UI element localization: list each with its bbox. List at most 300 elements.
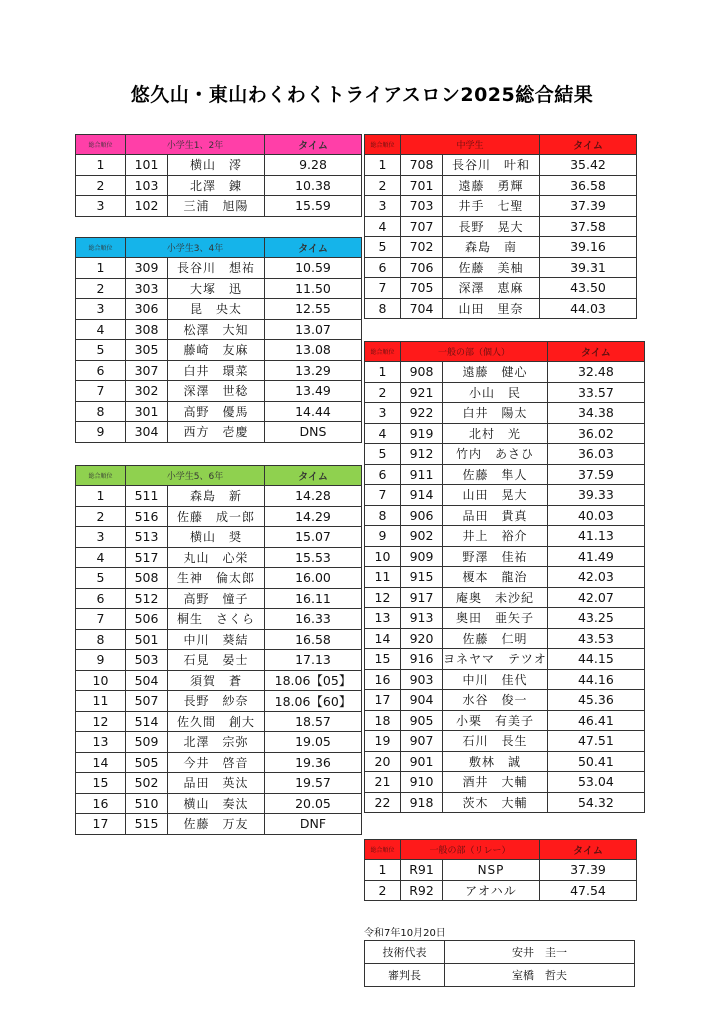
- name-cell: 深澤 世稔: [168, 381, 265, 402]
- table-row: [76, 732, 362, 753]
- rank-cell: 10: [365, 546, 401, 567]
- name-cell: 佐藤 成一郎: [168, 506, 265, 527]
- bib-cell: 307: [126, 360, 168, 381]
- table-row: [365, 567, 645, 588]
- rank-cell: 9: [365, 526, 401, 547]
- table-row: [365, 444, 645, 465]
- table-row: [76, 175, 362, 196]
- name-cell: 石川 長生: [443, 731, 548, 752]
- bib-cell: 915: [401, 567, 443, 588]
- bib-cell: 910: [401, 772, 443, 793]
- official-name: 室橋 哲夫: [445, 964, 635, 987]
- time-cell: 13.08: [265, 340, 362, 361]
- time-cell: 15.53: [265, 547, 362, 568]
- bib-cell: 506: [126, 609, 168, 630]
- bib-cell: 901: [401, 751, 443, 772]
- table-row: [365, 403, 645, 424]
- name-cell: 茨木 大輔: [443, 792, 548, 813]
- time-cell: 42.03: [547, 567, 644, 588]
- table-header-row: [76, 466, 362, 486]
- name-cell: 中川 佳代: [443, 669, 548, 690]
- rank-cell: 5: [365, 444, 401, 465]
- name-cell: 石見 晏士: [168, 650, 265, 671]
- time-cell: 47.54: [540, 880, 637, 901]
- table-row: [76, 319, 362, 340]
- bib-cell: 906: [401, 505, 443, 526]
- bib-cell: 101: [126, 155, 168, 176]
- name-cell: 北澤 宗弥: [168, 732, 265, 753]
- rank-cell: 3: [76, 299, 126, 320]
- time-cell: 18.06【60】: [265, 691, 362, 712]
- bib-cell: 911: [401, 464, 443, 485]
- bib-cell: 921: [401, 382, 443, 403]
- name-cell: 北澤 錬: [168, 175, 265, 196]
- time-cell: 15.59: [265, 196, 362, 217]
- name-cell: 庵奥 未沙紀: [443, 587, 548, 608]
- rank-cell: 20: [365, 751, 401, 772]
- bib-cell: 102: [126, 196, 168, 217]
- bib-cell: 912: [401, 444, 443, 465]
- table-row: [76, 155, 362, 176]
- rank-cell: 1: [76, 155, 126, 176]
- rank-cell: 12: [365, 587, 401, 608]
- time-cell: 32.48: [547, 362, 644, 383]
- table-row: [365, 880, 637, 901]
- time-cell: 43.53: [547, 628, 644, 649]
- bib-cell: 309: [126, 258, 168, 279]
- table-header-row: [76, 135, 362, 155]
- rank-cell: 12: [76, 711, 126, 732]
- name-cell: 北村 光: [443, 423, 548, 444]
- time-cell: 37.59: [547, 464, 644, 485]
- name-cell: 小栗 有美子: [443, 710, 548, 731]
- bib-cell: 509: [126, 732, 168, 753]
- bib-cell: 707: [401, 216, 443, 237]
- bib-cell: 517: [126, 547, 168, 568]
- time-cell: 50.41: [547, 751, 644, 772]
- rank-cell: 22: [365, 792, 401, 813]
- name-cell: 横山 澪: [168, 155, 265, 176]
- bib-cell: 303: [126, 278, 168, 299]
- name-cell: アオハル: [443, 880, 540, 901]
- bib-cell: 103: [126, 175, 168, 196]
- time-cell: 9.28: [265, 155, 362, 176]
- bib-cell: 511: [126, 486, 168, 507]
- bib-cell: 916: [401, 649, 443, 670]
- table-header-row: [365, 135, 637, 155]
- rank-cell: 13: [365, 608, 401, 629]
- name-cell: 水谷 俊一: [443, 690, 548, 711]
- name-cell: 品田 英汰: [168, 773, 265, 794]
- table-row: [365, 751, 645, 772]
- table-row: [365, 278, 637, 299]
- time-cell: 37.58: [540, 216, 637, 237]
- table-row: [76, 568, 362, 589]
- time-header: タイム: [265, 466, 362, 486]
- time-cell: 46.41: [547, 710, 644, 731]
- time-cell: 18.57: [265, 711, 362, 732]
- table-row: [365, 237, 637, 258]
- rank-cell: 4: [365, 216, 401, 237]
- time-cell: 33.57: [547, 382, 644, 403]
- bib-cell: 302: [126, 381, 168, 402]
- rank-cell: 3: [76, 527, 126, 548]
- rank-cell: 1: [365, 860, 401, 881]
- time-header: タイム: [265, 238, 362, 258]
- category-header: 中学生: [401, 135, 540, 155]
- name-cell: 深澤 恵麻: [443, 278, 540, 299]
- rank-cell: 9: [76, 650, 126, 671]
- time-cell: 44.15: [547, 649, 644, 670]
- official-row: [365, 941, 635, 964]
- table-row: [76, 258, 362, 279]
- rank-cell: 1: [365, 155, 401, 176]
- bib-cell: 505: [126, 752, 168, 773]
- bib-cell: 515: [126, 814, 168, 835]
- time-cell: DNF: [265, 814, 362, 835]
- name-cell: 佐藤 隼人: [443, 464, 548, 485]
- bib-cell: 708: [401, 155, 443, 176]
- bib-cell: 907: [401, 731, 443, 752]
- time-cell: 16.00: [265, 568, 362, 589]
- table-row: [365, 382, 645, 403]
- bib-cell: 908: [401, 362, 443, 383]
- rank-cell: 2: [365, 175, 401, 196]
- table-row: [76, 527, 362, 548]
- time-cell: 39.33: [547, 485, 644, 506]
- time-cell: 41.13: [547, 526, 644, 547]
- bib-cell: 501: [126, 629, 168, 650]
- time-cell: 36.58: [540, 175, 637, 196]
- time-cell: 39.31: [540, 257, 637, 278]
- results-table-junior: [364, 134, 637, 319]
- rank-cell: 1: [76, 486, 126, 507]
- rank-cell: 1: [76, 258, 126, 279]
- time-cell: 17.13: [265, 650, 362, 671]
- table-row: [76, 711, 362, 732]
- time-cell: 44.16: [547, 669, 644, 690]
- table-row: [76, 650, 362, 671]
- time-header: タイム: [265, 135, 362, 155]
- rank-header: 総合順位: [365, 342, 401, 362]
- rank-cell: 8: [365, 505, 401, 526]
- table-row: [76, 793, 362, 814]
- results-table-elem12: [75, 134, 362, 217]
- bib-cell: 914: [401, 485, 443, 506]
- name-cell: 須賀 蒼: [168, 670, 265, 691]
- rank-cell: 4: [76, 547, 126, 568]
- time-cell: 11.50: [265, 278, 362, 299]
- bib-cell: 512: [126, 588, 168, 609]
- bib-cell: 904: [401, 690, 443, 711]
- rank-cell: 5: [365, 237, 401, 258]
- rank-cell: 4: [365, 423, 401, 444]
- bib-cell: 913: [401, 608, 443, 629]
- table-row: [365, 505, 645, 526]
- bib-cell: 917: [401, 587, 443, 608]
- time-cell: 13.29: [265, 360, 362, 381]
- time-cell: 19.05: [265, 732, 362, 753]
- table-row: [365, 628, 645, 649]
- bib-cell: 516: [126, 506, 168, 527]
- rank-header: 総合順位: [365, 135, 401, 155]
- name-cell: 山田 晃大: [443, 485, 548, 506]
- table-row: [365, 216, 637, 237]
- official-role: 技術代表: [365, 941, 445, 964]
- time-header: タイム: [540, 135, 637, 155]
- rank-cell: 5: [76, 568, 126, 589]
- rank-cell: 2: [76, 278, 126, 299]
- time-cell: 19.36: [265, 752, 362, 773]
- rank-cell: 5: [76, 340, 126, 361]
- rank-cell: 3: [365, 403, 401, 424]
- rank-cell: 2: [365, 382, 401, 403]
- time-cell: 15.07: [265, 527, 362, 548]
- time-cell: 43.50: [540, 278, 637, 299]
- name-cell: 遠藤 健心: [443, 362, 548, 383]
- name-cell: 高野 憧子: [168, 588, 265, 609]
- table-row: [365, 464, 645, 485]
- time-cell: 40.03: [547, 505, 644, 526]
- rank-cell: 13: [76, 732, 126, 753]
- results-table-elem34: [75, 237, 362, 443]
- rank-header: 総合順位: [76, 135, 126, 155]
- bib-cell: 513: [126, 527, 168, 548]
- rank-cell: 2: [76, 506, 126, 527]
- bib-cell: 301: [126, 401, 168, 422]
- name-cell: 大塚 迅: [168, 278, 265, 299]
- table-row: [76, 401, 362, 422]
- table-row: [365, 362, 645, 383]
- bib-cell: 304: [126, 422, 168, 443]
- name-cell: 横山 奨: [168, 527, 265, 548]
- table-row: [365, 155, 637, 176]
- table-header-row: [365, 342, 645, 362]
- name-cell: 酒井 大輔: [443, 772, 548, 793]
- name-cell: 榎本 龍治: [443, 567, 548, 588]
- bib-cell: 306: [126, 299, 168, 320]
- time-cell: 10.59: [265, 258, 362, 279]
- time-cell: 10.38: [265, 175, 362, 196]
- name-cell: 佐藤 仁明: [443, 628, 548, 649]
- table-row: [365, 608, 645, 629]
- rank-cell: 15: [76, 773, 126, 794]
- bib-cell: 701: [401, 175, 443, 196]
- table-row: [365, 649, 645, 670]
- table-row: [365, 175, 637, 196]
- rank-cell: 14: [76, 752, 126, 773]
- bib-cell: 903: [401, 669, 443, 690]
- name-cell: NSP: [443, 860, 540, 881]
- rank-header: 総合順位: [365, 840, 401, 860]
- table-row: [76, 670, 362, 691]
- rank-cell: 7: [365, 485, 401, 506]
- name-cell: 松澤 大知: [168, 319, 265, 340]
- table-row: [76, 422, 362, 443]
- table-row: [365, 731, 645, 752]
- time-cell: 13.07: [265, 319, 362, 340]
- time-cell: 54.32: [547, 792, 644, 813]
- rank-header: 総合順位: [76, 238, 126, 258]
- name-cell: 桐生 さくら: [168, 609, 265, 630]
- name-cell: 遠藤 勇輝: [443, 175, 540, 196]
- table-row: [365, 298, 637, 319]
- category-header: 一般の部（リレー）: [401, 840, 540, 860]
- rank-cell: 8: [365, 298, 401, 319]
- bib-cell: 508: [126, 568, 168, 589]
- rank-cell: 3: [365, 196, 401, 217]
- time-cell: DNS: [265, 422, 362, 443]
- name-cell: 白井 環菜: [168, 360, 265, 381]
- bib-cell: 510: [126, 793, 168, 814]
- bib-cell: 704: [401, 298, 443, 319]
- table-row: [76, 609, 362, 630]
- table-row: [76, 752, 362, 773]
- time-cell: 16.11: [265, 588, 362, 609]
- bib-cell: 702: [401, 237, 443, 258]
- issue-date: 令和7年10月20日: [364, 928, 446, 939]
- bib-cell: 507: [126, 691, 168, 712]
- name-cell: 中川 葵結: [168, 629, 265, 650]
- name-cell: 敷林 誠: [443, 751, 548, 772]
- category-header: 小学生3、4年: [126, 238, 265, 258]
- name-cell: 西方 壱慶: [168, 422, 265, 443]
- name-cell: 丸山 心栄: [168, 547, 265, 568]
- bib-cell: 305: [126, 340, 168, 361]
- name-cell: 三浦 旭陽: [168, 196, 265, 217]
- table-row: [76, 506, 362, 527]
- rank-cell: 15: [365, 649, 401, 670]
- category-header: 一般の部（個人）: [401, 342, 548, 362]
- bib-cell: 703: [401, 196, 443, 217]
- time-cell: 43.25: [547, 608, 644, 629]
- name-cell: 今井 啓音: [168, 752, 265, 773]
- time-cell: 41.49: [547, 546, 644, 567]
- official-name: 安井 圭一: [445, 941, 635, 964]
- name-cell: 長野 紗奈: [168, 691, 265, 712]
- name-cell: ヨネヤマ テツオ: [443, 649, 548, 670]
- bib-cell: 909: [401, 546, 443, 567]
- bib-cell: R91: [401, 860, 443, 881]
- table-row: [76, 547, 362, 568]
- table-row: [76, 340, 362, 361]
- name-cell: 長谷川 想祐: [168, 258, 265, 279]
- bib-cell: 905: [401, 710, 443, 731]
- rank-cell: 11: [365, 567, 401, 588]
- rank-cell: 17: [76, 814, 126, 835]
- name-cell: 竹内 あさひ: [443, 444, 548, 465]
- rank-cell: 16: [365, 669, 401, 690]
- name-cell: 昆 央太: [168, 299, 265, 320]
- rank-cell: 11: [76, 691, 126, 712]
- table-header-row: [365, 840, 637, 860]
- rank-cell: 17: [365, 690, 401, 711]
- name-cell: 森島 南: [443, 237, 540, 258]
- rank-cell: 16: [76, 793, 126, 814]
- rank-cell: 6: [365, 257, 401, 278]
- table-row: [76, 588, 362, 609]
- time-cell: 13.49: [265, 381, 362, 402]
- category-header: 小学生5、6年: [126, 466, 265, 486]
- bib-cell: 902: [401, 526, 443, 547]
- time-cell: 36.03: [547, 444, 644, 465]
- rank-cell: 10: [76, 670, 126, 691]
- time-cell: 19.57: [265, 773, 362, 794]
- rank-cell: 18: [365, 710, 401, 731]
- name-cell: 長野 晃大: [443, 216, 540, 237]
- table-row: [76, 629, 362, 650]
- time-cell: 45.36: [547, 690, 644, 711]
- name-cell: 野澤 佳祐: [443, 546, 548, 567]
- rank-cell: 3: [76, 196, 126, 217]
- name-cell: 佐藤 美柚: [443, 257, 540, 278]
- time-cell: 35.42: [540, 155, 637, 176]
- table-row: [365, 792, 645, 813]
- name-cell: 藤崎 友麻: [168, 340, 265, 361]
- table-row: [365, 546, 645, 567]
- bib-cell: 920: [401, 628, 443, 649]
- name-cell: 井上 裕介: [443, 526, 548, 547]
- category-header: 小学生1、2年: [126, 135, 265, 155]
- bib-cell: 503: [126, 650, 168, 671]
- time-cell: 14.29: [265, 506, 362, 527]
- rank-cell: 14: [365, 628, 401, 649]
- table-row: [365, 860, 637, 881]
- name-cell: 品田 貴真: [443, 505, 548, 526]
- rank-cell: 21: [365, 772, 401, 793]
- table-row: [76, 814, 362, 835]
- time-cell: 14.28: [265, 486, 362, 507]
- rank-cell: 6: [76, 588, 126, 609]
- name-cell: 高野 優馬: [168, 401, 265, 422]
- rank-cell: 6: [365, 464, 401, 485]
- rank-cell: 8: [76, 401, 126, 422]
- table-row: [365, 196, 637, 217]
- table-row: [365, 257, 637, 278]
- table-row: [76, 691, 362, 712]
- rank-cell: 8: [76, 629, 126, 650]
- time-cell: 42.07: [547, 587, 644, 608]
- table-row: [365, 772, 645, 793]
- name-cell: 山田 里奈: [443, 298, 540, 319]
- bib-cell: 922: [401, 403, 443, 424]
- bib-cell: 706: [401, 257, 443, 278]
- table-row: [76, 773, 362, 794]
- bib-cell: 502: [126, 773, 168, 794]
- rank-cell: 4: [76, 319, 126, 340]
- table-row: [76, 278, 362, 299]
- name-cell: 横山 奏汰: [168, 793, 265, 814]
- bib-cell: 919: [401, 423, 443, 444]
- bib-cell: R92: [401, 880, 443, 901]
- name-cell: 奥田 亜矢子: [443, 608, 548, 629]
- rank-cell: 7: [76, 609, 126, 630]
- table-row: [76, 360, 362, 381]
- time-cell: 53.04: [547, 772, 644, 793]
- name-cell: 佐藤 万友: [168, 814, 265, 835]
- page-title: 悠久山・東山わくわくトライアスロン2025総合結果: [130, 84, 594, 106]
- officials-table: [364, 940, 635, 987]
- time-cell: 39.16: [540, 237, 637, 258]
- time-cell: 18.06【05】: [265, 670, 362, 691]
- time-cell: 20.05: [265, 793, 362, 814]
- bib-cell: 705: [401, 278, 443, 299]
- time-cell: 36.02: [547, 423, 644, 444]
- table-row: [365, 669, 645, 690]
- table-row: [365, 423, 645, 444]
- rank-cell: 7: [365, 278, 401, 299]
- results-table-elem56: [75, 465, 362, 835]
